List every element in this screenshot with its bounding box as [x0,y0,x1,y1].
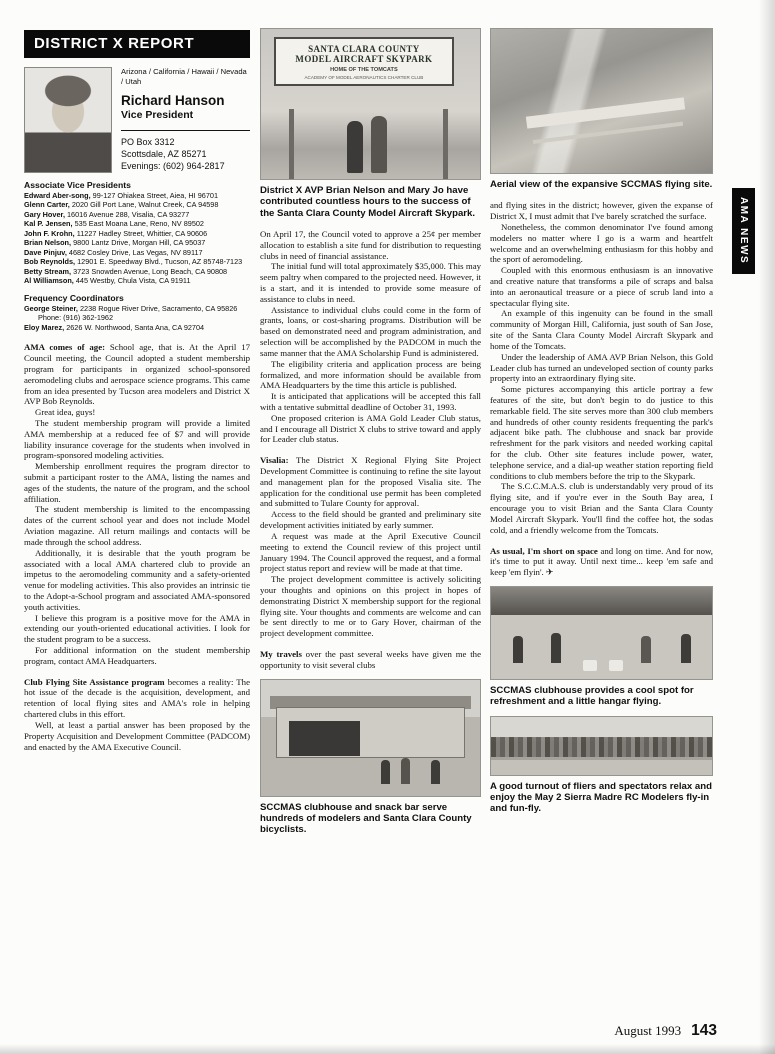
page-footer [614,1022,717,1040]
avp-name: Al Williamson, [24,276,74,286]
avp-name: Bob Reynolds, [24,257,76,267]
avp-address: 445 Westby, Chula Vista, CA 91911 [75,276,191,286]
page-number: 143 [691,1022,717,1039]
middle-column [260,28,481,1028]
scan-edge-shadow-right [759,0,775,1054]
avp-entry [24,219,250,228]
freq-entry [24,323,250,332]
avp-name: Dave Pinjuv, [24,247,67,257]
run-in-heading: Visalia: [260,455,297,466]
run-in-heading: Club Flying Site Assistance program [24,676,168,687]
avp-address: 99-127 Ohiakea Street, Aiea, HI 96701 [92,191,219,200]
vp-address-line2: Scottsdale, AZ 85271 [121,148,207,159]
run-in-heading: My travels [260,649,306,659]
person-silhouette [401,758,410,784]
paragraph: An example of this ingenuity can be found in the small community of Morgan Hill, California, just south of San Jose, site of the Santa Clara County Model Aircraft Skypark and home of the Tomcats. [490,308,713,351]
sign-line: SANTA CLARA COUNTY [308,44,420,54]
avp-entry [24,229,250,238]
avp-name: Betty Stream, [24,266,72,276]
run-in-heading: AMA comes of age: [24,342,110,353]
avp-address: 4682 Cosley Drive, Las Vegas, NV 89117 [68,247,203,257]
avp-name: Glenn Carter, [24,200,70,210]
avp-address: 11227 Hadley Street, Whittier, CA 90606 [76,228,208,238]
snackbar-window [289,721,359,756]
paragraph [260,649,481,671]
paragraph: The student membership is limited to the encompassing dates of the current school year and does not include Model Aviation magazine. All return mailings and contacts will be made through the school address. [24,504,250,547]
vp-name: Richard Hanson [121,92,225,108]
runway-strip [526,97,685,128]
avp-address: 16016 Avenue 288, Visalia, CA 93277 [67,209,190,219]
avp-name: Brian Nelson, [24,238,72,248]
sign-post [443,109,448,180]
paragraph: Well, at least a partial answer has been proposed by the Property Acquisition and Development Committee (PADCOM) and enacted by the AMA Executive Council. [24,719,250,752]
paragraph-text: and long on time. And for now, it's time to put it away. Until next time... keep 'em safe and keep 'em flyin'. ✈ [490,545,713,578]
paragraph: The initial fund will total approximately $35,000. This may seem paltry when compared to the projected need. However, it is a start, and it is intended to provide some measure of assistance to clubs in need. [260,261,481,304]
person-silhouette [431,760,440,784]
sign-line: MODEL AIRCRAFT SKYPARK [295,54,433,64]
vp-address-line1: PO Box 3312 [121,136,175,147]
avp-entry [24,191,250,200]
snackbar-photo [260,679,481,797]
freq-name: George Steiner, [24,303,78,313]
vp-title: Vice President [121,108,194,121]
article-visalia [260,455,481,639]
aerial-photo [490,28,713,174]
avp-name: Edward Aber-song, [24,191,91,200]
cool-spot-photo-caption: SCCMAS clubhouse provides a cool spot for refreshment and a little hangar flying. [490,684,694,708]
avp-address: 9800 Lantz Drive, Morgan Hill, CA 95037 [73,238,206,248]
crowd-silhouettes [491,737,712,757]
article-district-travels [490,200,713,535]
avp-address: 535 East Moana Lane, Reno, NV 89502 [74,219,204,229]
chair [609,660,623,671]
paragraph: One proposed criterion is AMA Gold Leader Club status, and I encourage all District X clubs to strive toward and apply for Leader club status. [260,412,481,445]
clubhouse-roof [491,587,712,615]
paragraph-text: becomes a reality: The hot issue of the decade is the acquisition, development, and retention of local flying sites and AMA's role in helping chartered clubs in this effort. [24,676,250,720]
masthead-info [121,67,250,173]
paragraph: and flying sites in the district; however, given the expanse of District X, I must admit that I've barely scratched the surface. [490,200,713,222]
avp-name: Gary Hover, [24,209,65,219]
avp-address: 12901 E. Speedway Blvd., Tucson, AZ 85748-7123 [77,257,243,267]
freq-list [24,304,250,332]
masthead [24,67,250,173]
paragraph: The S.C.C.M.A.S. club is understandably very proud of its flying site, and if you're ever in the South Bay area, I encourage you to visit Brian and the Santa Clara County Model Aircraft Skypark. You'll find the coffee hot, the sodas cold, and a friendly welcome from the Tomcats. [490,481,713,535]
freq-name: Eloy Marez, [24,322,65,332]
paragraph: On April 17, the Council voted to approve a 25¢ per member allocation to establish a site fund for distribution to requesting clubs in need of financial assistance. [260,228,481,261]
avp-entry [24,276,250,285]
person-silhouette [681,634,691,663]
vp-contact [121,130,250,172]
paragraph: Some pictures accompanying this article portray a few features of the site, but don't begin to do justice to this remarkable field. The site serves more than 300 club members and hundreds of other county residents frequenting the park's adjacent bike path. The clubhouse and snack bar provide refreshment for the park visitors and needed working capital for the club. Other site features include power, water, telephone service, and a dial-up weather station reporting field conditions to club members before the trip to the Skypark. [490,384,713,481]
vp-phone: Evenings: (602) 964-2817 [121,161,225,171]
aerial-photo-caption: Aerial view of the expansive SCCMAS flying site. [490,179,713,190]
avp-list [24,191,250,286]
paragraph: Additionally, it is desirable that the youth program be associated with a local AMA chartered club to provide an impetus to the aeromodeling community and a safety-oriented venue for modeling activities. This also provides an intrinsic tie to the Adopt-a-School program and associated AMA-sponsored youth activities. [24,547,250,612]
ama-news-label: AMA NEWS [738,197,749,265]
avp-heading: Associate Vice Presidents [24,180,131,190]
skypark-photo-caption: District X AVP Brian Nelson and Mary Jo have contributed countless hours to the success of the Santa Clara County Model Aircraft Skypark. [260,185,476,219]
paragraph [24,342,250,407]
paragraph: Assistance to individual clubs could come in the form of grants, loans, or cost-sharing programs. Distribution will be based on demonstrated need and program administration, and selection will be accomplished by the PADCOM in much the same manner that the AMA Scholarship Fund is administered. [260,304,481,358]
paragraph: The eligibility criteria and application process are being formalized, and more information should be available from AMA Headquarters by the time this article is published. [260,358,481,391]
avp-entry [24,238,250,247]
article-site-fund [260,229,481,445]
paragraph [260,455,481,509]
sign-line: HOME OF THE TOMCATS [330,67,398,73]
right-column [490,28,713,1028]
paragraph [490,546,713,578]
turnout-photo-caption: A good turnout of fliers and spectators relax and enjoy the May 2 Sierra Madre RC Modelers fly-in and fun-fly. [490,780,712,815]
avp-entry [24,200,250,209]
paragraph: It is anticipated that applications will be accepted this fall with a tentative submittal deadline of October 31, 1993. [260,391,481,412]
paragraph-text: The District X Regional Flying Site Project Development Committee is continuing to refine the site layout and management plan for the proposed Visalia site. The application for the conditional use permit has been completed and submitted to Tulare County for approval. [260,455,481,509]
paragraph: I believe this program is a positive move for the AMA in extending our youth-oriented educational activities. I look for the student program to be a success. [24,612,250,645]
paragraph-text: over the past several weeks have given me the opportunity to visit several clubs [260,649,481,670]
avp-name: Kal P. Jensen, [24,219,73,229]
run-in-heading: As usual, I'm short on space [490,545,601,556]
paragraph: Coupled with this enormous enthusiasm is an innovative and creative nature that transforms a pile of scraps and balsa into an aeronautical treasure or a piece of scrub land into a spectacular flying site. [490,265,713,308]
paragraph: Access to the field should be granted and preliminary site development activities initiated by early summer. [260,509,481,531]
freq-heading: Frequency Coordinators [24,292,124,303]
avp-address: 3723 Snowden Avenue, Long Beach, CA 90808 [73,266,228,276]
left-column [24,30,250,1020]
freq-address: 2238 Rogue River Drive, Sacramento, CA 95826 Phone: (916) 362-1962 [38,303,238,323]
person-silhouette [641,636,651,663]
article-closing [490,546,713,578]
snackbar-photo-caption: SCCMAS clubhouse and snack bar serve hundreds of modelers and Santa Clara County bicyclists. [260,801,472,836]
ama-news-side-tab [732,188,755,274]
richard-hanson-portrait-photo [24,67,112,173]
freq-address: 2626 W. Northwood, Santa Ana, CA 92704 [66,322,205,332]
paragraph [24,677,250,720]
clubhouse-cool-spot-photo [490,586,713,680]
person-silhouette [513,636,523,663]
freq-entry [24,304,250,323]
avp-entry [24,210,250,219]
sign-line: ACADEMY OF MODEL AERONAUTICS CHARTER CLUB [304,75,424,80]
article-club-flying-site [24,677,250,753]
district-report-banner: DISTRICT X REPORT [24,30,250,58]
paragraph: Under the leadership of AMA AVP Brian Nelson, this Gold Leader club has turned an undeveloped section of county parks property into an extraordinary flying site. [490,351,713,384]
paragraph-text: School age, that is. At the April 17 Council meeting, the Council adopted a student membership program for participants in organized school-sponsored aeromodeling clubs and aerospace science programs. This came from an idea presented by Tucson area modelers and District X AVP Bob Reynolds. [24,342,250,407]
avp-entry [24,248,250,257]
person-silhouette [371,116,387,173]
skypark-sign-photo [260,28,481,180]
avp-entry [24,257,250,266]
article-my-travels [260,649,481,671]
paragraph: Membership enrollment requires the program director to submit a participant roster to the AMA, listing the names and ages of the students, the nature of the program, and the school affiliation. [24,461,250,504]
paragraph: The student membership program will provide a limited AMA membership at a reduced fee of $7 and will provide liability insurance coverage for the students when involved in program-sponsored modeling activities. [24,417,250,461]
article-ama-comes-of-age [24,342,250,666]
skypark-sign [274,37,454,86]
fly-in-turnout-photo [490,716,713,776]
paragraph: The project development committee is actively soliciting your thoughts and opinions on this project in hopes of demonstrating District X membership support for the regional flying site. Your thoughts and comments are welcome and can be sent directly to me or to Gary Hover, chairman of the project development committee. [260,574,481,639]
person-silhouette [381,760,390,784]
person-silhouette [551,633,561,663]
chair [583,660,597,671]
paragraph: Great idea, guys! [35,407,96,418]
issue-date: August 1993 [614,1023,682,1038]
district-region: Arizona / California / Hawaii / Nevada / Utah [121,67,247,86]
avp-address: 2020 Gill Port Lane, Walnut Creek, CA 94598 [71,200,219,210]
avp-name: John F. Krohn, [24,228,75,238]
paragraph: A request was made at the April Executive Council meeting to extend the Council review of this project until January 1994. The Council approved the request, and a formal project status report and review will be made at that time. [260,530,481,574]
scan-edge-shadow-bottom [0,1044,775,1054]
avp-entry [24,267,250,276]
sign-post [289,109,294,180]
paragraph: Nonetheless, the common denominator I've found among modelers no matter where I go is a warm and heartfelt welcome and an overwhelming enthusiasm for this hobby and the sport of aeromodeling. [490,221,713,265]
paragraph: For additional information on the student membership program, contact AMA Headquarters. [24,645,250,666]
person-silhouette [347,121,363,173]
